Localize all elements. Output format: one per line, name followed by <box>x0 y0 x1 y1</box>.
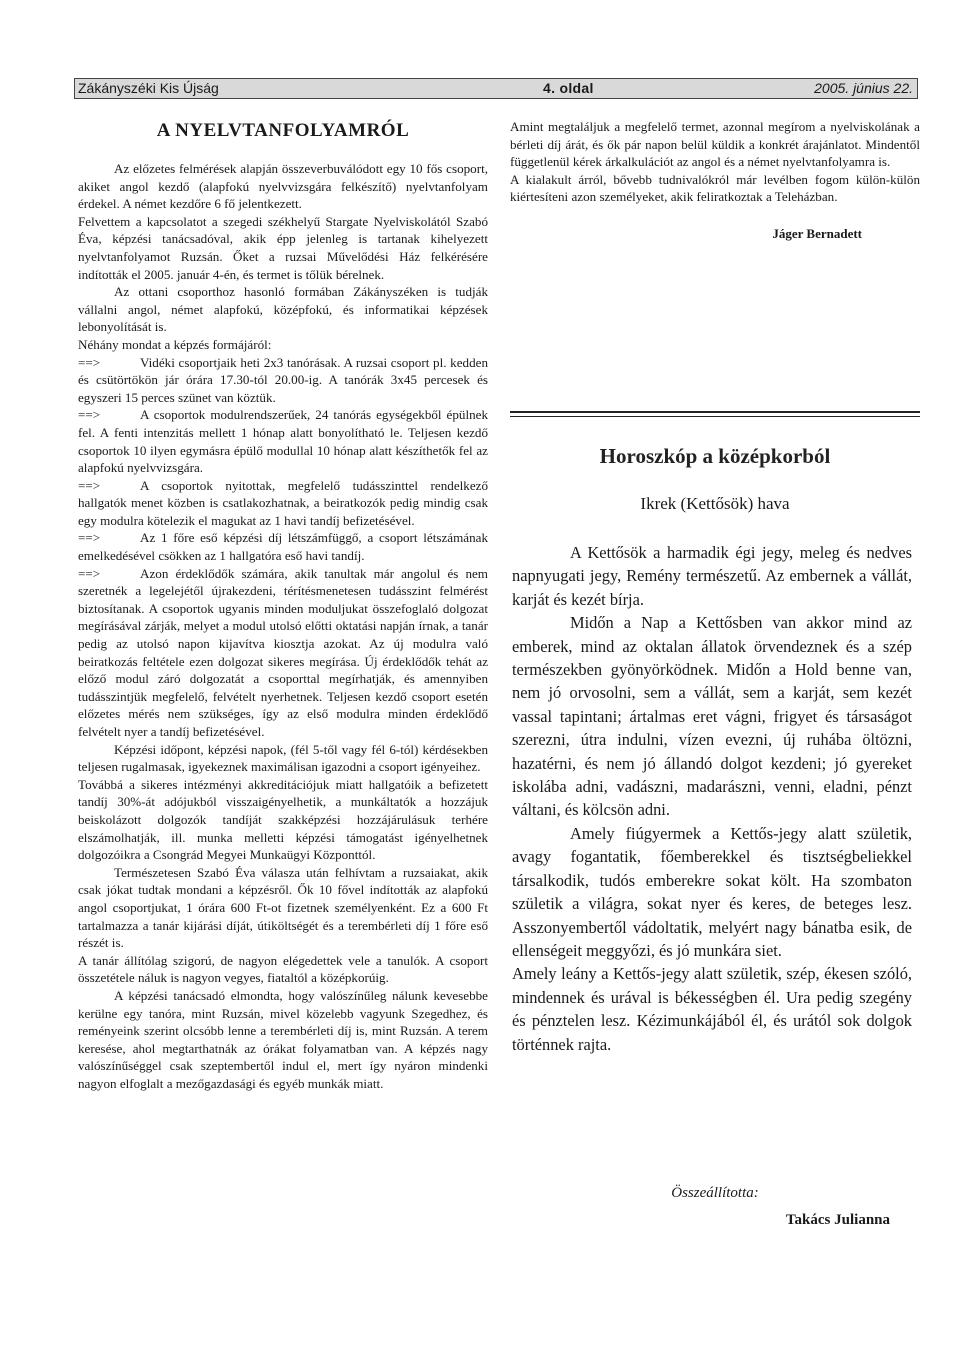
horoscope-subtitle: Ikrek (Kettősök) hava <box>640 494 790 513</box>
compiler-name: Takács Julianna <box>785 1212 890 1228</box>
bullet-text: Vidéki csoportjaik heti 2x3 tanórásak. A ruzsai csoport pl. kedden és csütörtökön jár órára 17.30-tól 20.00-ig. A tanórák 3x45 percesek és egyszeri 15 perces szünet van köztük. <box>78 354 488 405</box>
article-right-column <box>510 118 920 242</box>
arrow-marker: ==> <box>78 477 101 493</box>
bullet-item <box>78 354 488 407</box>
bullet-item <box>78 477 488 530</box>
article-paragraph: Felvettem a kapcsolatot a szegedi székhelyű Stargate Nyelviskolától Szabó Éva, képzési tanácsadóval, akik épp jelenleg is tartanak kihelyezett nyelvtanfolyamot Ruzsán. Őket a ruzsai Művelődési Ház felkérésére indították el 2005. január 4-én, és termet is tőlük bérelnek. <box>78 213 488 282</box>
bullet-item <box>78 529 488 564</box>
horoscope-divider <box>510 411 920 417</box>
bullet-text: A csoportok modulrendszerűek, 24 tanórás egységekből épülnek fel. A fenti intenzitás mellett 1 hónap alatt bonyolítható le. Teljesen kezdő csoportok 10 ilyen egymásra épülő modullal 10 hónap alatt készíthetők fel az alapfokú nyelvvizsgára. <box>78 407 488 476</box>
article-paragraph: Az előzetes felmérések alapján összeverbuválódott egy 10 fős csoport, akiket angol kezdő (alapfokú nyelvvizsgára felkészítő) nyelvtanfolyam érdekel. A német kezdőre 6 fő jelentkezett. <box>78 161 488 212</box>
article-left-column <box>78 118 488 1092</box>
compiled-by-label: Összeállította: <box>671 1185 759 1201</box>
article-paragraph: Természetesen Szabó Éva válasza után felhívtam a ruzsaiakat, akik csak jókat tudtak mondani a képzésről. Ők 10 fővel indították az alapfokú angol csoportjukat, 1 órára 600 Ft-ot fizetnek személyenként. Ez a 600 Ft tartalmazza a tanár kijárási díját, útiköltségét és a terembérleti díj 1 főre eső részét is. <box>78 864 488 951</box>
bullet-text: Az 1 főre eső képzési díj létszámfüggő, a csoport létszámának emelkedésével csökken az 1 hallgatóra eső havi tandíj. <box>78 530 488 564</box>
arrow-marker: ==> <box>78 565 101 581</box>
issue-date: 2005. június 22. <box>814 80 913 96</box>
article-paragraph: A tanár állítólag szigorú, de nagyon elégedettek vele a tanulók. A csoport összetétele náluk is nagyon vegyes, fiataltól a középkorúig. <box>78 952 488 986</box>
bullet-item <box>78 406 488 476</box>
horoscope-paragraph: Amely leány a Kettős-jegy alatt születik, szép, ékesen szóló, mindennek és urával is békességben él. Ura pedig szegény és pénztelen lesz. Kézimunkájából él, és urától sok dolgok történnek rajta. <box>512 964 912 1054</box>
article-paragraph: Az ottani csoporthoz hasonló formában Zákányszéken is tudják vállalni angol, német alapfokú, középfokú, és informatikai képzések lebonyolítását is. <box>78 284 488 335</box>
article-title: A NYELVTANFOLYAMRÓL <box>156 120 410 141</box>
publication-name: Zákányszéki Kis Újság <box>78 80 219 96</box>
horoscope-paragraph: Midőn a Nap a Kettősben van akkor mind az emberek, mind az oktalan állatok örvendeznek és a szép természekben gyönyörködnek. Midőn a Hold benne van, nem jó orvosolni, sem a vállát, sem a karját, sem kezét vassal tapintani; ártalmas eret vágni, frigyet és társaságot szerezni, útra indulni, vízen evezni, új ruhába öltözni, hazatérni, és nem jó állandó dolgot kezdeni; jó gyereket iskolába adni, vadászni, madarászni, venni, eladni, pénzt váltani, és kölcsön adni. <box>512 613 912 820</box>
article-paragraph: A kialakult árról, bővebb tudnivalókról már levélben fogom külön-külön kiértesíteni azon személyeket, akik feliratkoztak a Teleházban. <box>510 171 920 205</box>
bullet-text: Azon érdeklődők számára, akik tanultak már angolul és nem szeretnék a legelejétől újrakezdeni, térítésmenetesen tudásszint felmérést biztosítanak. A csoportok ugyanis minden moduljukat összefoglaló dolgozat megírásával zárják, melyet a modul utolsó előtti oktatási napján írnak, a tanár pedig az utolsó napon kijavítva kiosztja azokat. Az új modulra való beiratkozás feltétele ezen dolgozat sikeres megírása. Új érdeklődők tehát az előző modul záró dolgozatát a csoporttal megírhatják, és amennyiben tudásszintjük megfelelő, felvételt nyerhetnek. Teljesen kezdő csoport esetén előzetes mérés nem szükséges, így az első modulra minden érdeklődő felvételt nyer a tandíj befizetésével. <box>78 565 488 739</box>
article-paragraph-continued: A képzési tanácsadó elmondta, hogy valószínűleg nálunk kevesebbe kerülne egy tanóra, mint Ruzsán, mivel közelebb vagyunk Szegedhez, és reményeink szerint olcsóbb lenne a terembérleti díj is, mint Ruzsán. A terem keresése, ahol megtarthatnák az órákat folyamatban van. A képzés nagy valószínűséggel csak szeptembertől indul el, mert így nyáron mindenki nagyon elfoglalt a mezőgazdasági és egyéb munkák miatt. <box>78 987 488 1091</box>
bullet-text: A csoportok nyitottak, megfelelő tudásszinttel rendelkező hallgatók menet közben is csatlakozhatnak, a beiratkozók pedig mindig csak egy modulra kötelezik el magukat az 1 havi tandíj befizetésével. <box>78 477 488 528</box>
page-number: 4. oldal <box>543 80 594 96</box>
horoscope-title: Horoszkóp a középkorból <box>599 444 831 468</box>
article-paragraph: Néhány mondat a képzés formájáról: <box>78 336 272 352</box>
article-paragraph: Amint megtaláljuk a megfelelő termet, azonnal megírom a nyelviskolának a bérleti díj árát, és ők pár napon belül küldik a konkrét árajánlatot. Mindentől függetlenül kérek árkalkulációt az angol és a német nyelvtanfolyamra is. <box>510 119 920 170</box>
arrow-marker: ==> <box>78 354 101 370</box>
article-paragraph: Továbbá a sikeres intézményi akkreditációjuk miatt hallgatóik a befizetett tandíj 30%-át adójukból visszaigényelhetik, a munkáltatók a hozzájuk beiskolázott dolgozók tandíját szakképzési hozzájárulásuk terhére elszámolhatják, ill. munka melletti képzési támogatást igényelhetnek dolgozóikra a Csongrád Megyei Munkaügyi Központtól. <box>78 776 488 863</box>
horoscope-paragraph: A Kettősök a harmadik égi jegy, meleg és nedves napnyugati jegy, Remény természetű. Az embernek a vállát, karját és kezét bírja. <box>512 543 912 609</box>
arrow-marker: ==> <box>78 407 101 423</box>
article-author: Jáger Bernadett <box>772 225 862 241</box>
page-header <box>74 78 918 99</box>
article-paragraph: Képzési időpont, képzési napok, (fél 5-től vagy fél 6-tól) kérdésekben teljesen rugalmasak, igyekeznek maximálisan igazodni a csoport igényeihez. <box>78 741 488 775</box>
bullet-item <box>78 565 488 741</box>
horoscope-body <box>512 541 912 1056</box>
arrow-marker: ==> <box>78 530 101 546</box>
horoscope-paragraph: Amely fiúgyermek a Kettős-jegy alatt születik, avagy fogantatik, főemberekkel és tisztségbeliekkel társalkodik, tudós emberekre sokat költ. Ha szombaton születik a világra, sokat nyer és keres, de beteges lesz. Asszonyembertől vádoltatik, melyért nagy bánatba esik, de ellenségeit meggyőzi, és jó munkára siet. <box>512 823 912 960</box>
